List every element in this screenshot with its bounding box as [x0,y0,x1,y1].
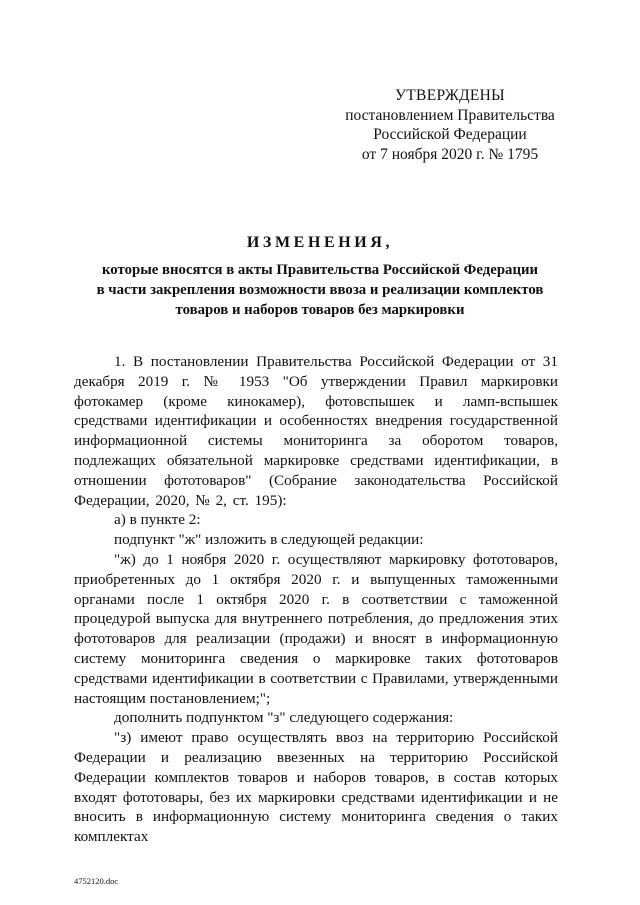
paragraph-1: 1. В постановлении Правительства Российской Федерации от 31 декабря 2019 г. № 1953 "Об утверждении Правил маркировки фотокамер (кроме кинокамер), фотовспышек и ламп-вспышек средствами идентификации и особенностях внедрения государственной информационной системы мониторинга за оборотом товаров, подлежащих обязательной маркировке средствами идентификации, в отношении фототоваров" (Собрание законодательства Российской Федерации, 2020, № 2, ст. 195): [74,353,558,509]
approval-line-2: Российской Федерации [373,126,527,143]
paragraph-5: дополнить подпунктом "з" следующего содержания: [114,709,454,727]
approval-stamp [330,86,570,164]
approval-heading: УТВЕРЖДЕНЫ [395,87,505,104]
paragraph-3: подпункт "ж" изложить в следующей редакции: [114,531,424,549]
document-body [74,352,558,847]
paragraph-2: а) в пункте 2: [114,511,201,529]
paragraph-6: "з) имеют право осуществлять ввоз на территорию Российской Федерации и реализацию ввезенных на территорию Российской Федерации комплектов товаров и наборов товаров, в состав которых входят фототовары, без их маркировки средствами идентификации и не вносить в информационную систему мониторинга сведения о таких комплектах [74,729,558,846]
file-reference: 4752120.doc [74,876,119,886]
document-title: ИЗМЕНЕНИЯ, [246,234,394,251]
subtitle-line-1: которые вносятся в акты Правительства Российской Федерации [101,262,539,278]
document-subtitle [40,260,600,320]
subtitle-line-2: в части закрепления возможности ввоза и реализации комплектов [96,282,544,298]
approval-line-3: от 7 ноября 2020 г. № 1795 [361,145,539,163]
subtitle-line-3: товаров и наборов товаров без маркировки [175,302,465,318]
approval-line-1: постановлением Правительства [345,106,555,124]
paragraph-4: "ж) до 1 ноября 2020 г. осуществляют маркировку фототоваров, приобретенных до 1 октября 2020 г. и выпущенных таможенными органами после 1 октября 2020 г. в соответствии с таможенной процедурой выпуска для внутреннего потребления, до предложения этих фототоваров для реализации (продажи) и вносят в информационную систему мониторинга сведения о маркировке таких фототоваров средствами идентификации в соответствии с Правилами, утвержденными настоящим постановлением;"; [74,550,558,707]
